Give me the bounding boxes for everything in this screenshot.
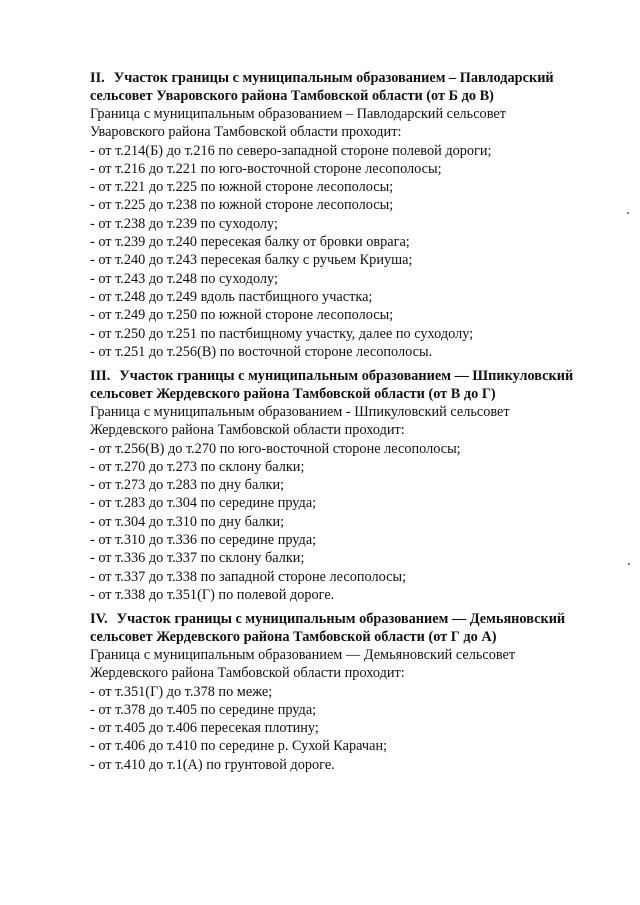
scan-speck bbox=[628, 563, 630, 565]
section-number: II. bbox=[90, 70, 105, 86]
list-item: - от т.214(Б) до т.216 по северо-западной стороне полевой дороги; bbox=[90, 142, 492, 159]
section-heading bbox=[90, 69, 630, 87]
list-item: - от т.337 до т.338 по западной стороне лесополосы; bbox=[90, 568, 407, 585]
list-item: - от т.256(В) до т.270 по юго-восточной стороне лесополосы; bbox=[90, 440, 461, 457]
section-iii bbox=[90, 367, 630, 604]
list-item: - от т.310 до т.336 по середине пруда; bbox=[90, 532, 317, 549]
list-item: - от т.221 до т.225 по южной стороне лесополосы; bbox=[90, 179, 394, 196]
intro-line1: Граница с муниципальным образованием - Шпикуловский сельсовет bbox=[90, 404, 510, 420]
section-number: IV. bbox=[90, 611, 108, 627]
list-item: - от т.238 до т.239 по суходолу; bbox=[90, 215, 278, 232]
section-heading-line1: Участок границы с муниципальным образованием — Демьяновский bbox=[116, 611, 566, 627]
list-item: - от т.378 до т.405 по середине пруда; bbox=[90, 701, 317, 718]
list-item: - от т.338 до т.351(Г) по полевой дороге. bbox=[90, 586, 335, 603]
list-item: - от т.251 до т.256(В) по восточной стороне лесополосы. bbox=[90, 343, 433, 360]
section-heading-line1: Участок границы с муниципальным образованием – Павлодарский bbox=[113, 70, 554, 86]
list-item: - от т.249 до т.250 по южной стороне лесополосы; bbox=[90, 307, 394, 324]
section-heading-line2: сельсовет Уваровского района Тамбовской области (от Б до В) bbox=[90, 88, 494, 104]
section-iv bbox=[90, 610, 630, 774]
section-heading-line2: сельсовет Жердевского района Тамбовской области (от В до Г) bbox=[90, 386, 496, 402]
section-heading bbox=[90, 610, 630, 628]
section-heading-line2: сельсовет Жердевского района Тамбовской области (от Г до А) bbox=[90, 629, 497, 645]
list-item: - от т.270 до т.273 по склону балки; bbox=[90, 458, 305, 475]
intro-line2: Жердевского района Тамбовской области проходит: bbox=[90, 422, 405, 439]
list-item: - от т.410 до т.1(А) по грунтовой дороге. bbox=[90, 756, 335, 773]
list-item: - от т.351(Г) до т.378 по меже; bbox=[90, 683, 273, 700]
list-item: - от т.243 до т.248 по суходолу; bbox=[90, 270, 278, 287]
list-item: - от т.405 до т.406 пересекая плотину; bbox=[90, 720, 319, 737]
list-item: - от т.283 до т.304 по середине пруда; bbox=[90, 495, 317, 512]
scan-speck bbox=[627, 212, 629, 214]
list-item: - от т.216 до т.221 по юго-восточной стороне лесополосы; bbox=[90, 160, 442, 177]
intro-line1: Граница с муниципальным образованием — Демьяновский сельсовет bbox=[90, 647, 516, 663]
section-heading bbox=[90, 367, 630, 385]
section-number: III. bbox=[90, 368, 111, 384]
list-item: - от т.406 до т.410 по середине р. Сухой Карачан; bbox=[90, 738, 388, 755]
intro-line1: Граница с муниципальным образованием – Павлодарский сельсовет bbox=[90, 106, 506, 122]
list-item: - от т.304 до т.310 по дну балки; bbox=[90, 513, 285, 530]
intro-line2: Уваровского района Тамбовской области проходит: bbox=[90, 124, 402, 141]
section-heading-line1: Участок границы с муниципальным образованием — Шпикуловский bbox=[119, 368, 574, 384]
list-item: - от т.239 до т.240 пересекая балку от бровки оврага; bbox=[90, 234, 410, 251]
list-item: - от т.273 до т.283 по дну балки; bbox=[90, 477, 285, 494]
list-item: - от т.240 до т.243 пересекая балку с ручьем Криуша; bbox=[90, 252, 413, 269]
section-ii bbox=[90, 69, 630, 361]
list-item: - от т.225 до т.238 по южной стороне лесополосы; bbox=[90, 197, 394, 214]
list-item: - от т.250 до т.251 по пастбищному участку, далее по суходолу; bbox=[90, 325, 474, 342]
intro-line2: Жердевского района Тамбовской области проходит: bbox=[90, 665, 405, 682]
list-item: - от т.336 до т.337 по склону балки; bbox=[90, 550, 305, 567]
list-item: - от т.248 до т.249 вдоль пастбищного участка; bbox=[90, 288, 373, 305]
